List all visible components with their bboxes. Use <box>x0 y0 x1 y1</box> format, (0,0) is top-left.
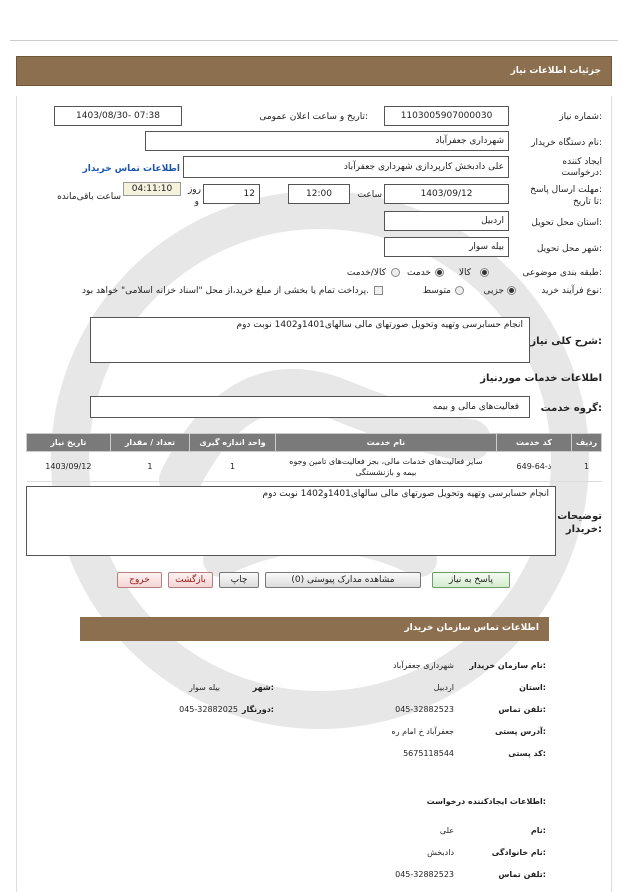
buyer-notes-label-1: توضیحات <box>557 511 602 522</box>
contact-section-header <box>80 617 549 641</box>
services-title: اطلاعات خدمات موردنیاز <box>480 373 602 384</box>
back-button[interactable]: بازگشت <box>168 572 213 588</box>
col-date: تاریخ نیاز <box>27 434 111 452</box>
buyer-contact-link[interactable]: اطلاعات تماس خریدار <box>82 164 180 174</box>
exit-button[interactable]: خروج <box>117 572 162 588</box>
deadline-time-field: 12:00 <box>288 184 350 204</box>
payment-note: پرداخت تمام یا بخشی از مبلغ خرید،از محل "اسناد خزانه اسلامی" خواهد بود. <box>81 286 369 296</box>
buyer-org-label: نام دستگاه خریدار: <box>531 138 602 148</box>
category-option-both: کالا/خدمت <box>346 268 386 278</box>
contact-phone-value: 045-32882523 <box>395 705 454 714</box>
reply-button[interactable]: پاسخ به نیاز <box>432 572 510 588</box>
days-suffix: و <box>194 197 199 207</box>
contact-section-title: اطلاعات تماس سازمان خریدار <box>404 623 539 633</box>
description-text: انجام حسابرسی وتهیه وتحویل صورتهای مالی سالهای1401و1402 نوبت دوم <box>90 317 530 363</box>
contact-org-label: نام سازمان خریدار: <box>469 661 546 670</box>
col-quantity: تعداد / مقدار <box>110 434 189 452</box>
col-code: کد خدمت <box>496 434 571 452</box>
need-number-label: شماره نیاز: <box>559 112 602 122</box>
creator-phone-value: 045-32882523 <box>395 870 454 879</box>
col-name: نام خدمت <box>275 434 496 452</box>
process-radio-medium[interactable] <box>455 286 464 295</box>
buyer-notes-text: انجام حسابرسی وتهیه وتحویل صورتهای مالی سالهای1401و1402 نوبت دوم <box>26 486 556 556</box>
province-label: استان محل تحویل: <box>531 218 602 228</box>
creator-label-1: ایجاد کننده <box>562 157 602 167</box>
time-label: ساعت <box>357 190 382 200</box>
creator-field: علی دادبخش کارپردازی شهرداری جعفرآباد <box>183 156 509 178</box>
category-radio-service[interactable] <box>435 268 444 277</box>
contact-postal-label: کد پستی: <box>508 749 546 758</box>
description-label: شرح کلی نیاز: <box>530 336 602 347</box>
buyer-notes-label-2: خریدار: <box>565 524 602 535</box>
contact-phone-label: تلفن تماس: <box>498 705 546 714</box>
process-label: نوع فرآیند خرید: <box>541 286 602 296</box>
table-header-row <box>27 434 602 452</box>
print-button[interactable]: چاپ <box>219 572 259 588</box>
contact-province-value: اردبیل <box>433 683 454 692</box>
cell-code: ذ-64-649 <box>496 452 571 482</box>
attachments-button[interactable]: مشاهده مدارک پیوستی (0) <box>265 572 421 588</box>
col-row: ردیف <box>571 434 601 452</box>
contact-province-label: استان: <box>519 683 546 692</box>
contact-org-value: شهرداری جعفرآباد <box>393 661 454 670</box>
top-divider <box>10 40 618 41</box>
table-row[interactable] <box>27 452 602 482</box>
process-option-medium: متوسط <box>422 286 451 296</box>
city-field: بیله سوار <box>384 237 509 257</box>
service-group-label: گروه خدمت: <box>540 403 602 414</box>
contact-address-label: آدرس پستی: <box>495 727 546 736</box>
creator-phone-label: تلفن تماس: <box>498 870 546 879</box>
service-group-field: فعالیت‌های مالی و بیمه <box>90 396 530 418</box>
category-option-service: خدمت <box>407 268 431 278</box>
need-number-field: 1103005907000030 <box>384 106 509 126</box>
contact-postal-value: 5675118544 <box>403 749 454 758</box>
deadline-label-1: مهلت ارسال پاسخ: <box>530 185 602 195</box>
contact-city-label: شهر: <box>252 683 274 692</box>
announce-field: 1403/08/30- 07:38 <box>54 106 182 126</box>
contact-fax-label: دورنگار: <box>241 705 274 714</box>
remaining-time-field: 04:11:10 <box>123 182 181 196</box>
contact-city-value: بیله سوار <box>188 683 220 692</box>
category-radio-both[interactable] <box>391 268 400 277</box>
contact-address-value: جعفرآباد خ امام ره <box>391 727 454 736</box>
col-unit: واحد اندازه گیری <box>190 434 276 452</box>
deadline-date-field: 1403/09/12 <box>384 184 509 204</box>
contact-fax-value: 045-32882025 <box>179 705 238 714</box>
cell-date: 1403/09/12 <box>27 452 111 482</box>
creator-label-2: درخواست: <box>561 168 602 178</box>
creator-name-value: علی <box>439 826 454 835</box>
cell-row: 1 <box>571 452 601 482</box>
creator-info-title: اطلاعات ایجادکننده درخواست: <box>426 797 546 806</box>
services-table <box>26 433 602 482</box>
creator-family-label: نام خانوادگی: <box>491 848 546 857</box>
creator-name-label: نام: <box>530 826 546 835</box>
cell-quantity: 1 <box>110 452 189 482</box>
category-label: طبقه بندی موضوعی: <box>522 268 602 278</box>
remaining-label: ساعت باقی‌مانده <box>57 192 121 202</box>
page-title: جزئیات اطلاعات نیاز <box>510 66 601 76</box>
buyer-org-field: شهرداری جعفرآباد <box>145 131 509 151</box>
deadline-label-2: تا تاریخ: <box>572 197 602 207</box>
page-header <box>16 56 612 86</box>
city-label: شهر محل تحویل: <box>536 244 602 254</box>
days-field: 12 <box>203 184 260 204</box>
announce-label: تاریخ و ساعت اعلان عمومی: <box>259 112 368 122</box>
category-option-goods: کالا <box>458 268 471 278</box>
days-label: روز <box>187 185 201 195</box>
cell-name: سایر فعالیت‌های خدمات مالی، بجز فعالیت‌های تامین وجوه بیمه و بازنشستگی <box>275 452 496 482</box>
process-option-minor: جزیی <box>483 286 504 296</box>
cell-unit: 1 <box>190 452 276 482</box>
payment-treasury-checkbox[interactable] <box>374 286 383 295</box>
province-field: اردبیل <box>384 211 509 231</box>
category-radio-goods[interactable] <box>480 268 489 277</box>
process-radio-minor[interactable] <box>507 286 516 295</box>
creator-family-value: دادبخش <box>427 848 454 857</box>
